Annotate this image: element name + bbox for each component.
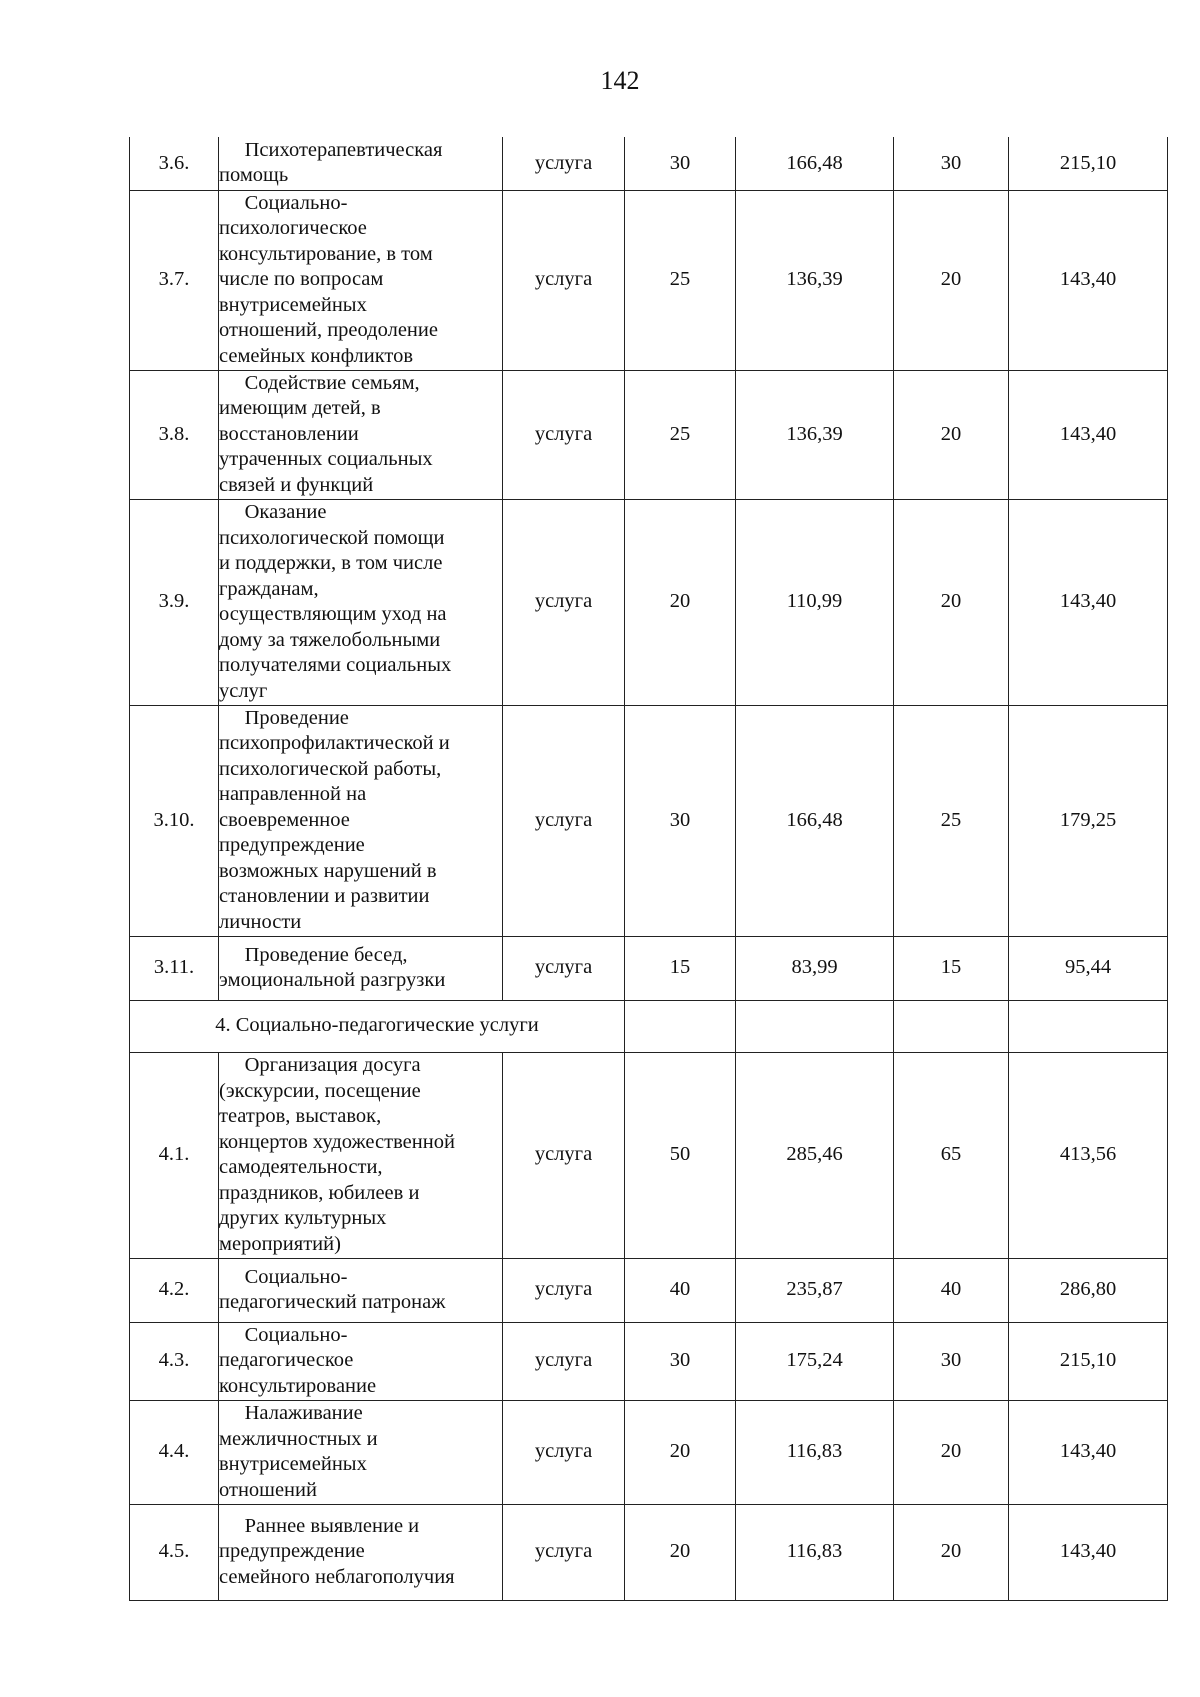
value-3: 20	[894, 499, 1009, 705]
unit: услуга	[503, 936, 625, 1000]
value-1: 30	[625, 1322, 736, 1400]
value-2: 136,39	[736, 370, 894, 499]
value-1: 25	[625, 370, 736, 499]
value-3: 25	[894, 705, 1009, 936]
unit: услуга	[503, 1400, 625, 1504]
row-number: 3.7.	[130, 190, 219, 370]
services-table	[129, 137, 1168, 1601]
value-1: 20	[625, 499, 736, 705]
table-row	[130, 1400, 1168, 1504]
value-2: 136,39	[736, 190, 894, 370]
section-title: 4. Социально-педагогические услуги	[130, 1000, 625, 1052]
unit: услуга	[503, 1052, 625, 1258]
table-row	[130, 1322, 1168, 1400]
service-name: Проведение бесед, эмоциональной разгрузки	[219, 936, 503, 1000]
unit: услуга	[503, 137, 625, 190]
table-row	[130, 190, 1168, 370]
value-4: 215,10	[1009, 137, 1168, 190]
table-row	[130, 1052, 1168, 1258]
value-1: 30	[625, 705, 736, 936]
service-name: Социально- педагогический патронаж	[219, 1258, 503, 1322]
row-number: 4.3.	[130, 1322, 219, 1400]
value-4: 286,80	[1009, 1258, 1168, 1322]
empty-cell	[736, 1000, 894, 1052]
value-3: 20	[894, 1400, 1009, 1504]
page-number: 142	[600, 66, 640, 95]
service-name: Проведение психопрофилактической и психологической работы, направленной на своевременное предупреждение возможных нарушений в становлении и развитии личности	[219, 705, 503, 936]
table-row	[130, 1504, 1168, 1600]
value-3: 20	[894, 370, 1009, 499]
value-2: 166,48	[736, 705, 894, 936]
value-2: 175,24	[736, 1322, 894, 1400]
value-1: 50	[625, 1052, 736, 1258]
service-name: Оказание психологической помощи и поддержки, в том числе гражданам, осуществляющим уход на дому за тяжелобольными получателями социальных услуг	[219, 499, 503, 705]
empty-cell	[625, 1000, 736, 1052]
row-number: 3.10.	[130, 705, 219, 936]
value-3: 65	[894, 1052, 1009, 1258]
value-2: 116,83	[736, 1504, 894, 1600]
value-2: 83,99	[736, 936, 894, 1000]
value-4: 95,44	[1009, 936, 1168, 1000]
value-2: 235,87	[736, 1258, 894, 1322]
value-4: 215,10	[1009, 1322, 1168, 1400]
service-name: Налаживание межличностных и внутрисемейных отношений	[219, 1400, 503, 1504]
service-name: Социально- психологическое консультирование, в том числе по вопросам внутрисемейных отношений, преодоление семейных конфликтов	[219, 190, 503, 370]
value-2: 116,83	[736, 1400, 894, 1504]
table-row	[130, 936, 1168, 1000]
service-name: Социально- педагогическое консультирование	[219, 1322, 503, 1400]
value-1: 20	[625, 1504, 736, 1600]
empty-cell	[1009, 1000, 1168, 1052]
table-row	[130, 370, 1168, 499]
value-2: 166,48	[736, 137, 894, 190]
row-number: 3.8.	[130, 370, 219, 499]
unit: услуга	[503, 705, 625, 936]
value-4: 143,40	[1009, 1504, 1168, 1600]
value-3: 20	[894, 1504, 1009, 1600]
value-1: 15	[625, 936, 736, 1000]
value-1: 40	[625, 1258, 736, 1322]
unit: услуга	[503, 499, 625, 705]
row-number: 3.6.	[130, 137, 219, 190]
value-4: 143,40	[1009, 1400, 1168, 1504]
value-4: 179,25	[1009, 705, 1168, 936]
table-row	[130, 137, 1168, 190]
value-3: 20	[894, 190, 1009, 370]
row-number: 4.2.	[130, 1258, 219, 1322]
row-number: 4.5.	[130, 1504, 219, 1600]
value-4: 143,40	[1009, 190, 1168, 370]
value-2: 285,46	[736, 1052, 894, 1258]
row-number: 3.9.	[130, 499, 219, 705]
service-name: Организация досуга (экскурсии, посещение театров, выставок, концертов художественной самодеятельности, праздников, юбилеев и других культурных мероприятий)	[219, 1052, 503, 1258]
value-1: 30	[625, 137, 736, 190]
row-number: 3.11.	[130, 936, 219, 1000]
service-name: Содействие семьям, имеющим детей, в восстановлении утраченных социальных связей и функций	[219, 370, 503, 499]
section-row	[130, 1000, 1168, 1052]
unit: услуга	[503, 190, 625, 370]
value-4: 143,40	[1009, 370, 1168, 499]
value-2: 110,99	[736, 499, 894, 705]
value-4: 143,40	[1009, 499, 1168, 705]
value-1: 25	[625, 190, 736, 370]
empty-cell	[894, 1000, 1009, 1052]
service-name: Психотерапевтическая помощь	[219, 137, 503, 190]
table-row	[130, 499, 1168, 705]
value-3: 40	[894, 1258, 1009, 1322]
value-4: 413,56	[1009, 1052, 1168, 1258]
unit: услуга	[503, 1504, 625, 1600]
row-number: 4.4.	[130, 1400, 219, 1504]
unit: услуга	[503, 370, 625, 499]
service-name: Раннее выявление и предупреждение семейного неблагополучия	[219, 1504, 503, 1600]
table-row	[130, 705, 1168, 936]
unit: услуга	[503, 1258, 625, 1322]
value-3: 30	[894, 1322, 1009, 1400]
value-3: 15	[894, 936, 1009, 1000]
value-3: 30	[894, 137, 1009, 190]
value-1: 20	[625, 1400, 736, 1504]
unit: услуга	[503, 1322, 625, 1400]
row-number: 4.1.	[130, 1052, 219, 1258]
table-row	[130, 1258, 1168, 1322]
